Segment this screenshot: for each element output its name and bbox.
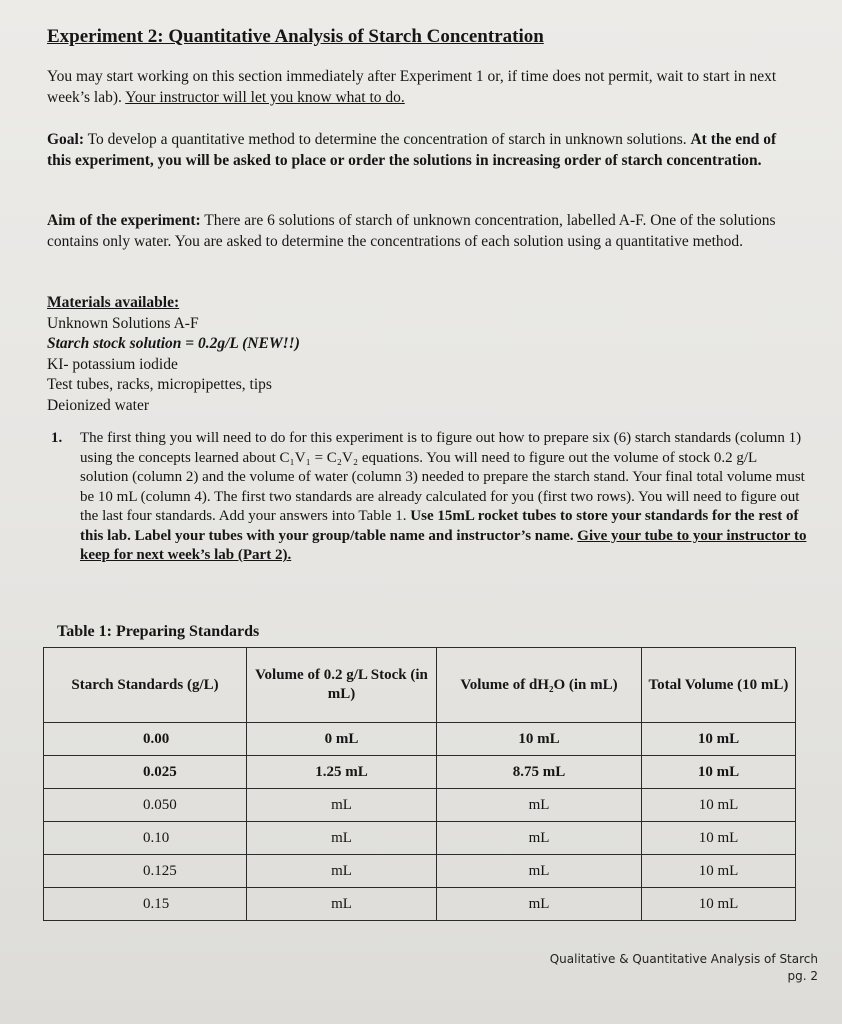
aim-label: Aim of the experiment:: [47, 212, 201, 229]
materials-item: Deionized water: [47, 396, 149, 414]
step-number: 1.: [51, 430, 63, 446]
table-row: [44, 723, 796, 756]
materials-item: KI- potassium iodide: [47, 355, 178, 373]
table-row: [44, 789, 796, 822]
intro-instructor-note: Your instructor will let you know what to do.: [125, 89, 405, 106]
materials-section: [47, 293, 300, 416]
cell-water-volume: 10 mL: [437, 723, 642, 756]
goal-paragraph: [47, 129, 797, 171]
aim-text: There are 6 solutions of starch of unknown concentration, labelled A-F. One of the solutions contains only water. You are asked to determine the concentrations of each solution using a quantitative method.: [47, 212, 776, 250]
cell-stock-volume: 1.25 mL: [247, 756, 437, 789]
page-title: Experiment 2: Quantitative Analysis of Starch Concentration: [47, 26, 544, 47]
cell-water-volume-blank[interactable]: mL: [437, 822, 642, 855]
cell-total-volume: 10 mL: [642, 822, 796, 855]
table-caption: Table 1: Preparing Standards: [57, 623, 260, 640]
cell-stock-volume-blank[interactable]: mL: [247, 888, 437, 921]
step-1-handin-note: Give your tube to your instructor to keep for next week’s lab (Part 2).: [80, 527, 807, 563]
header-water-volume: Volume of dH₂O (in mL): [437, 648, 642, 723]
cell-standard: 0.15: [44, 888, 247, 921]
cell-total-volume: 10 mL: [642, 756, 796, 789]
step-1-instructions: The first thing you will need to do for this experiment is to figure out how to prepare six (6) starch standards (column 1) using the concepts learned about C₁V₁ = C₂V₂ equations. You will need to figure out the volume of stock 0.2 g/L solution (column 2) and the volume of water (column 3) needed to prepare the starch stand. Your final total volume must be 10 mL (column 4). The first two standards are already calculated for you (first two rows). You will need to figure out the last four standards. Add your answers into Table 1.: [80, 430, 805, 524]
cell-water-volume-blank[interactable]: mL: [437, 855, 642, 888]
cell-standard: 0.00: [44, 723, 247, 756]
materials-item-starch-stock: Starch stock solution = 0.2g/L (NEW!!): [47, 335, 300, 352]
cell-standard: 0.125: [44, 855, 247, 888]
goal-label: Goal:: [47, 131, 85, 148]
header-stock-volume: Volume of 0.2 g/L Stock (in mL): [247, 648, 437, 723]
cell-stock-volume-blank[interactable]: mL: [247, 855, 437, 888]
cell-stock-volume: 0 mL: [247, 723, 437, 756]
intro-paragraph: [47, 66, 797, 108]
cell-standard: 0.10: [44, 822, 247, 855]
materials-item: Test tubes, racks, micropipettes, tips: [47, 376, 272, 393]
goal-bold-text: At the end of this experiment, you will be asked to place or order the solutions in increasing order of starch concentration.: [47, 131, 777, 169]
cell-water-volume: 8.75 mL: [437, 756, 642, 789]
aim-paragraph: [47, 210, 797, 252]
cell-standard: 0.050: [44, 789, 247, 822]
step-1-storage-instructions: Use 15mL rocket tubes to store your standards for the rest of this lab. Label your tubes with your group/table name and instructor’s name.: [80, 508, 799, 544]
footer-course-title: Qualitative & Quantitative Analysis of Starch: [549, 952, 818, 966]
cell-total-volume: 10 mL: [642, 855, 796, 888]
step-1: [47, 429, 807, 566]
table-row: [44, 756, 796, 789]
step-1-text: [80, 429, 807, 566]
intro-text: You may start working on this section immediately after Experiment 1 or, if time does not permit, wait to start in next week’s lab).: [47, 68, 777, 106]
cell-stock-volume-blank[interactable]: mL: [247, 789, 437, 822]
cell-stock-volume-blank[interactable]: mL: [247, 822, 437, 855]
cell-water-volume-blank[interactable]: mL: [437, 888, 642, 921]
cell-total-volume: 10 mL: [642, 789, 796, 822]
standards-table: [43, 647, 796, 921]
cell-total-volume: 10 mL: [642, 723, 796, 756]
cell-standard: 0.025: [44, 756, 247, 789]
cell-total-volume: 10 mL: [642, 888, 796, 921]
materials-heading: Materials available:: [47, 294, 180, 311]
footer-page-number: pg. 2: [787, 969, 818, 983]
table-row: [44, 888, 796, 921]
header-starch-standards: Starch Standards (g/L): [44, 648, 247, 723]
table-row: [44, 855, 796, 888]
table-header-row: [44, 648, 796, 723]
cell-water-volume-blank[interactable]: mL: [437, 789, 642, 822]
table-row: [44, 822, 796, 855]
header-total-volume: Total Volume (10 mL): [642, 648, 796, 723]
page-footer: [550, 951, 818, 985]
goal-text: To develop a quantitative method to determine the concentration of starch in unknown solutions.: [87, 131, 687, 148]
materials-item: Unknown Solutions A-F: [47, 314, 199, 332]
